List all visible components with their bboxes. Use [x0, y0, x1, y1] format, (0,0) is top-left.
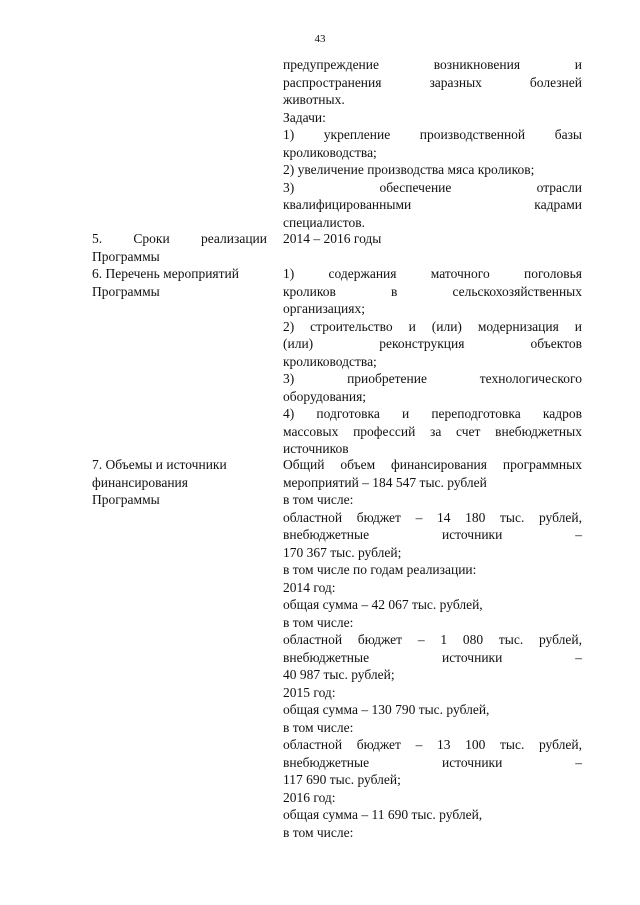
- word: предупреждение: [283, 57, 380, 72]
- word: содержания: [328, 266, 397, 281]
- word: поголовья: [523, 266, 582, 281]
- word: финансирования: [391, 457, 487, 472]
- word: 2): [283, 318, 295, 334]
- word: тыс.: [500, 737, 525, 752]
- funding-line: 170 367 тыс. рублей;: [283, 544, 402, 560]
- word: 3): [283, 371, 295, 386]
- goals-line: [283, 56, 582, 74]
- word: 5.: [92, 231, 103, 246]
- funding-line: в том числе по годам реализации:: [283, 562, 477, 577]
- funding-line: [283, 736, 582, 754]
- label-line: Программы: [92, 283, 160, 299]
- funding-line: 40 987 тыс. рублей;: [283, 667, 395, 682]
- word: тыс.: [500, 509, 525, 525]
- measures-line: источников: [283, 441, 349, 456]
- funding-label: [92, 456, 267, 509]
- word: сельскохозяйственных: [452, 283, 582, 299]
- goals-line: [283, 179, 582, 197]
- word: массовых: [283, 423, 339, 439]
- word: обеспечение: [379, 179, 452, 195]
- word: отрасли: [536, 179, 582, 195]
- word: за: [430, 423, 442, 439]
- word: –: [415, 737, 423, 752]
- goals-line: Задачи:: [283, 109, 326, 125]
- word: квалифицированными: [283, 197, 412, 212]
- word: объектов: [530, 336, 582, 351]
- funding-line: в том числе:: [283, 614, 354, 630]
- word: –: [417, 632, 425, 647]
- measures-line: организациях;: [283, 301, 365, 316]
- word: рублей,: [538, 509, 582, 525]
- label-line: Программы: [92, 248, 160, 264]
- word: Общий: [283, 457, 325, 472]
- word: (или): [431, 318, 462, 334]
- funding-line: [283, 631, 582, 649]
- word: внебюджетные: [283, 754, 370, 770]
- word: реконструкция: [379, 336, 465, 351]
- word: возникновения: [433, 57, 521, 72]
- funding-content: [283, 456, 582, 841]
- word: программных: [502, 457, 582, 472]
- word: счет: [456, 423, 481, 439]
- word: кадрами: [534, 197, 582, 212]
- word: и: [408, 318, 416, 334]
- word: 1: [440, 632, 448, 647]
- word: переподготовка: [431, 406, 521, 421]
- word: базы: [554, 127, 582, 142]
- word: тыс.: [498, 632, 524, 647]
- word: производственной: [419, 127, 526, 142]
- goals-content: [283, 56, 582, 231]
- funding-line: в том числе:: [283, 824, 354, 840]
- measures-line: [283, 283, 582, 301]
- word: 1): [283, 266, 295, 281]
- word: маточного: [430, 266, 490, 281]
- word: –: [575, 527, 582, 542]
- word: бюджет: [356, 509, 401, 525]
- word: 180: [465, 509, 486, 525]
- measures-content: [283, 265, 582, 458]
- word: профессий: [353, 423, 416, 439]
- label-line: 7. Объемы и источники: [92, 457, 227, 472]
- word: 14: [436, 509, 451, 525]
- word: бюджет: [356, 737, 401, 752]
- funding-line: [283, 649, 582, 667]
- measures-line: [283, 335, 582, 353]
- word: рублей,: [538, 737, 582, 752]
- word: внебюджетных: [495, 423, 582, 439]
- period-value: 2014 – 2016 годы: [283, 231, 382, 246]
- word: 100: [465, 737, 486, 752]
- measures-label: [92, 265, 267, 300]
- word: модернизация: [477, 318, 559, 334]
- goals-line: специалистов.: [283, 214, 365, 230]
- funding-line: общая сумма – 11 690 тыс. рублей,: [283, 807, 483, 822]
- word: 1): [283, 127, 295, 142]
- label-line: Программы: [92, 492, 160, 507]
- period-content: [283, 230, 582, 248]
- measures-line: [283, 265, 582, 283]
- word: и: [574, 57, 582, 72]
- word: и: [401, 406, 410, 421]
- word: кроликов: [283, 283, 336, 299]
- word: кадров: [542, 406, 582, 421]
- word: заразных: [429, 74, 482, 90]
- goals-line: животных.: [283, 92, 345, 107]
- word: областной: [283, 509, 343, 525]
- funding-line: 117 690 тыс. рублей;: [283, 772, 401, 787]
- funding-line: [283, 526, 582, 544]
- goals-line: [283, 196, 582, 214]
- goals-line: кролиководства;: [283, 144, 377, 160]
- word: строительство: [310, 318, 393, 334]
- word: распространения: [283, 74, 382, 90]
- word: приобретение: [347, 371, 427, 386]
- funding-line: [283, 754, 582, 772]
- funding-line: 2015 год:: [283, 684, 336, 700]
- word: болезней: [529, 74, 582, 90]
- word: Сроки: [133, 231, 170, 246]
- funding-line: 2014 год:: [283, 579, 336, 595]
- funding-line: в том числе:: [283, 492, 354, 507]
- page-number: 43: [314, 33, 326, 45]
- word: рублей,: [538, 632, 582, 647]
- word: укрепление: [323, 127, 391, 142]
- word: 13: [436, 737, 451, 752]
- period-label: [92, 230, 267, 265]
- word: внебюджетные: [283, 649, 370, 665]
- label-line: финансирования: [92, 474, 188, 490]
- word: –: [415, 509, 423, 525]
- funding-line: мероприятий – 184 547 тыс. рублей: [283, 474, 487, 490]
- funding-line: общая сумма – 130 790 тыс. рублей,: [283, 702, 490, 717]
- funding-line: [283, 509, 582, 527]
- funding-line: [283, 456, 582, 474]
- word: бюджет: [357, 632, 403, 647]
- label-line: 6. Перечень мероприятий: [92, 266, 239, 281]
- word: –: [575, 649, 582, 665]
- word: подготовка: [316, 406, 380, 421]
- goals-line: [283, 74, 582, 92]
- word: и: [574, 318, 582, 334]
- word: –: [575, 754, 582, 770]
- word: технологического: [479, 371, 582, 386]
- funding-line: в том числе:: [283, 719, 354, 735]
- measures-line: [283, 405, 582, 423]
- word: источники: [441, 754, 503, 770]
- word: областной: [283, 632, 343, 647]
- goals-line: 2) увеличение производства мяса кроликов;: [283, 162, 535, 177]
- word: 3): [283, 179, 295, 195]
- word: 4): [283, 406, 295, 421]
- measures-line: оборудования;: [283, 388, 367, 404]
- word: в: [390, 283, 398, 299]
- goals-line: [283, 126, 582, 144]
- word: (или): [283, 336, 314, 351]
- word: объем: [340, 457, 376, 472]
- measures-line: [283, 318, 582, 336]
- measures-line: кролиководства;: [283, 353, 377, 369]
- word: источники: [441, 649, 503, 665]
- word: реализации: [201, 231, 267, 246]
- measures-line: [283, 423, 582, 441]
- word: источники: [441, 527, 503, 542]
- word: 080: [462, 632, 484, 647]
- funding-line: общая сумма – 42 067 тыс. рублей,: [283, 597, 483, 612]
- funding-line: 2016 год:: [283, 789, 336, 805]
- label-line: [92, 230, 267, 248]
- word: внебюджетные: [283, 527, 370, 542]
- word: областной: [283, 737, 343, 752]
- measures-line: [283, 370, 582, 388]
